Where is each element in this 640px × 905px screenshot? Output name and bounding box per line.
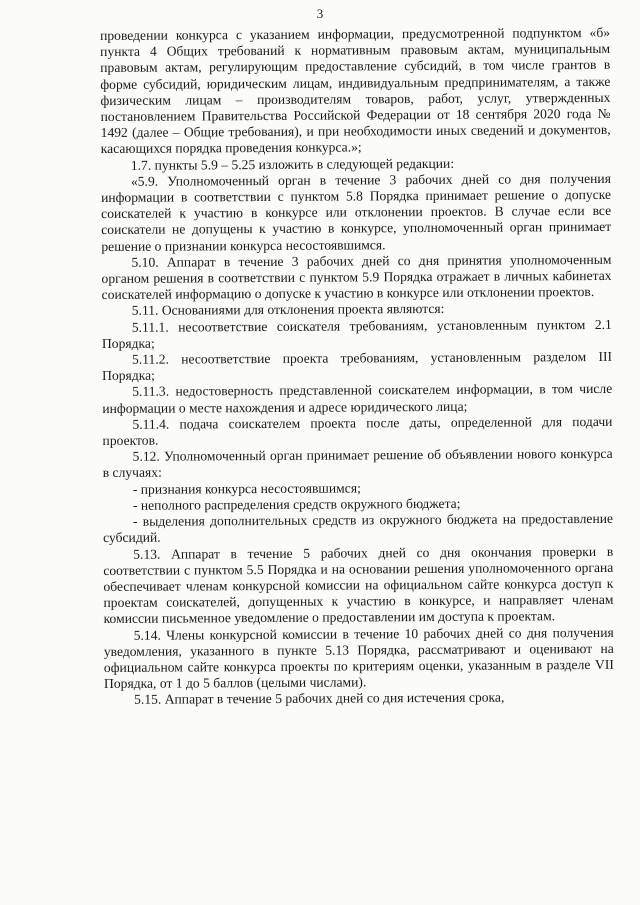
- page-number: 3: [316, 6, 324, 21]
- paragraph-item-1-7: 1.7. пункты 5.9 – 5.25 изложить в следующей редакции:: [130, 155, 455, 173]
- paragraph-5-13: 5.13. Аппарат в течение 5 рабочих дней со дня окончания проверки в соответствии с пунктом 5.5 Порядка и на основании решения уполномоченного органа обеспечивает членам конкурсной комиссии на официальном сайте конкурса доступ к проектам соискателей, допущенных к участию в конкурсе, и направляет членам комиссии письменное уведомление о предоставлении им доступа к проектам.: [103, 543, 614, 627]
- paragraph-5-11-1: 5.11.1. несоответствие соискателя требованиям, установленным пунктом 2.1 Порядка;: [101, 316, 612, 351]
- list-item-partial-distribution: - неполного распределения средств окружного бюджета;: [132, 495, 461, 513]
- paragraph-5-9: «5.9. Уполномоченный орган в течение 3 рабочих дней со дня получения информации в соответствии с пунктом 5.8 Порядка принимает решение о допуске соискателей к участию в конкурсе или отклонении проектов. В случае если все соискатели не допущены к участию в конкурсе, уполномоченный орган принимает решение о признании конкурса несостоявшимся.: [100, 170, 612, 254]
- paragraph-5-10: 5.10. Аппарат в течение 3 рабочих дней со дня принятия уполномоченным органом решения в соответствии с пунктом 5.9 Порядка отражает в личных кабинетах соискателей информацию о допуске к участию в конкурсе или отклонении проектов.: [101, 251, 612, 303]
- paragraph-continuation: проведении конкурса с указанием информации, предусмотренной подпунктом «б» пункта 4 Общих требований к нормативным правовым актам, муниципальным правовым актам, регулирующим предоставление субсидий, в том числе грантов в форме субсидий, юридическим лицам, индивидуальным предпринимателям, а также физическим лицам – производителям товаров, работ, услуг, утвержденных постановлением Правительства Российской Федерации от 18 сентября 2020 года № 1492 (далее – Общие требования), и при необходимости иных сведений и документов, касающихся порядка проведения конкурса.»;: [100, 24, 611, 157]
- paragraph-5-11-4: 5.11.4. подача соискателем проекта после даты, определенной для подачи проектов.: [102, 413, 613, 449]
- paragraph-5-14: 5.14. Члены конкурсной комиссии в течение 10 рабочих дней со дня получения уведомления, указанного в пункте 5.13 Порядка, рассматривают и оценивают на официальном сайте конкурса проекты по критериям оценки, указанным в разделе VII Порядка, от 1 до 5 баллов (целыми числами).: [103, 624, 614, 692]
- paragraph-5-11-2: 5.11.2. несоответствие проекта требованиям, установленным разделом III Порядка;: [102, 348, 613, 384]
- list-item-additional-funds: - выделения дополнительных средств из окружного бюджета на предоставление субсидий.: [103, 510, 614, 546]
- paragraph-5-11: 5.11. Основаниями для отклонения проекта являются:: [131, 301, 445, 319]
- paragraph-5-12: 5.12. Уполномоченный орган принимает решение об объявлении нового конкурса в случаях:: [102, 446, 613, 481]
- list-item-not-held: - признания конкурса несостоявшимся;: [132, 480, 361, 497]
- document-body: [100, 25, 614, 709]
- paragraph-5-15: 5.15. Аппарат в течение 5 рабочих дней со дня истечения срока,: [134, 689, 505, 708]
- paragraph-5-11-3: 5.11.3. недостоверность представленной соискателем информации, в том числе информации о месте нахождения и адресе юридического лица;: [102, 381, 613, 416]
